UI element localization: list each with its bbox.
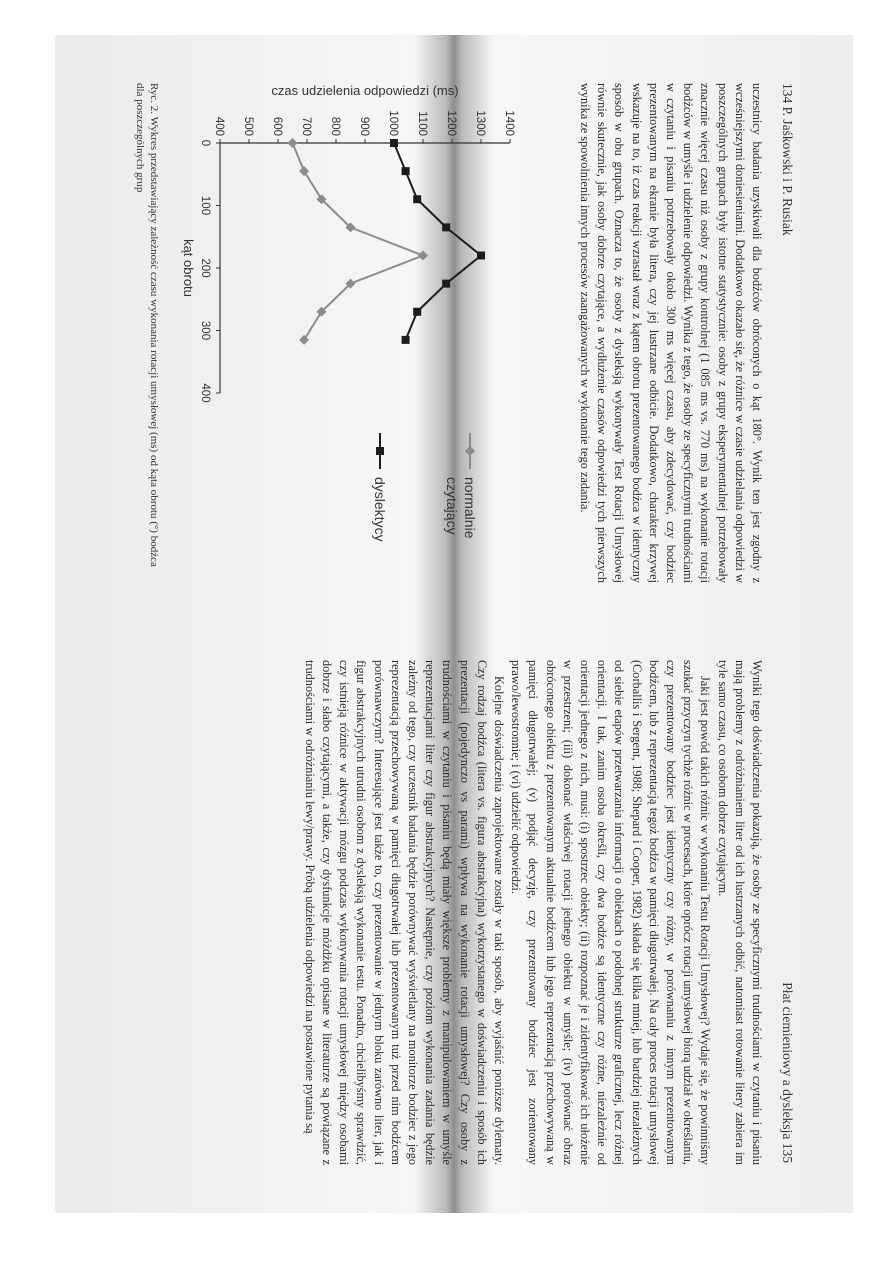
y-tick-label: 1200 [445, 110, 457, 136]
left-body-text [576, 83, 765, 583]
x-tick-label: 100 [199, 195, 211, 216]
book-spread [55, 35, 853, 1213]
y-tick-label: 700 [300, 116, 312, 136]
legend-label: dyslektycy [372, 477, 388, 542]
right-paragraph-2: Jaki jest powód takich różnic w wykonaniu Testu Rotacji Umysłowej? Wydaje się, że powinniśmy szukać przyczyn tychże różnic w procesach, które oprócz rotacji umysłowej biorą udział w określaniu, czy prezentowany bodziec jest identyczny czy różny, w porównaniu z innym prezentowanym bodźcem, lub z reprezentacją tegoż bodźca w pamięci długotrwałej. Na cały proces rotacji umysłowej (Corballis i Sergent, 1988; Shepard i Cooper, 1982) składa się kilka mniej, lub bardziej niezależnych od siebie etapów przetwarzania informacji o obiektach o podobnej strukturze graficznej, lecz różnej orientacji. I tak, zanim osoba określi, czy dwa bodźce są identyczne czy różne, niezależnie od orientacji jednego z nich, musi: (i) spostrzec obiekty; (ii) rozpoznać je i zidentyfikować ich ułożenie w przestrzeni; (iii) dokonać właściwej rotacji jednego obiektu w umyśle; (iv) porównać obraz obróconego obiektu z prezentowanym aktualnie bodźcem lub jego reprezentacją przechowywaną w pamięci długotrwałej; (v) podjąć decyzję, czy prezentowany bodziec jest zorientowany prawo/lewostronnie; i (vi) udzielić odpowiedzi. [509, 660, 713, 1165]
right-paragraph-1: Wyniki tego doświadczenia pokazują, że osoby ze specyficznymi trudnościami w czytaniu i pisaniu mają problemy z odróżnianiem liter od ich lustrzanych odbić, natomiast rotowanie litery zabiera im tyle samo czasu, co osobom dobrze czytającym. [715, 660, 764, 1165]
y-tick-label: 1400 [503, 110, 515, 136]
right-page [55, 624, 853, 1213]
data-point-square [442, 280, 450, 288]
data-point-square [390, 139, 398, 147]
y-tick-label: 1100 [416, 111, 428, 136]
left-paragraph: uczestnicy badania uzyskiwali dla bodźców obróconych o kąt 180°. Wynik ten jest zgodny z wcześniejszymi doniesieniami. Dodatkowo okazało się, że różnice w czasie udzielania odpowiedzi w poszczególnych grupach były istotne statystycznie: osoby z grupy eksperymentalnej potrzebowały znacznie więcej czasu niż osoby z grupy kontrolnej (1 085 ms vs. 770 ms) na wykonanie rotacji bodźców w umyśle i udzielenie odpowiedzi. Wynika z tego, że osoby ze specyficznymi trudnościami w czytaniu i pisaniu potrzebowały około 300 ms więcej czasu, aby zdecydować, czy bodziec prezentowanym na ekranie była litera, czy jej lustrzane odbicie. Dodatkowo, charakter krzywej wskazuje na to, iż czas reakcji wzrastał wraz z kątem obrotu prezentowanego bodźca w identyczny sposób w obu grupach. Oznacza to, że osoby z dysleksją wykonywały Test Rotacji Umysłowej równie skutecznie, jak osoby dobrze czytające, a wydłużenie czasów odpowiedzi tych pierwszych wynika ze spowolnienia innych procesów zaangażowanych w wykonanie tego zadania. [577, 83, 764, 583]
x-tick-label: 0 [199, 139, 211, 147]
x-tick-label: 400 [199, 383, 211, 403]
left-running-header: 134 P. Jaśkowski i P. Rusiak [780, 83, 795, 236]
y-axis-label: czas udzielenia odpowiedzi (ms) [271, 83, 459, 98]
data-point-square [477, 252, 485, 260]
chart-legend [372, 433, 478, 542]
data-point-diamond [418, 251, 428, 261]
data-point-diamond [288, 138, 298, 148]
data-point-square [402, 336, 410, 344]
data-point-square [413, 195, 421, 203]
legend-marker-diamond [465, 446, 475, 456]
x-tick-label: 200 [199, 258, 211, 278]
reaction-time-chart [168, 65, 528, 605]
y-tick-label: 1000 [387, 110, 399, 136]
y-tick-label: 1300 [474, 110, 486, 136]
book-scan [55, 35, 853, 1213]
right-paragraph-3: Kolejne doświadczenia zaprojektowane zostały w taki sposób, aby wyjaśnić poniższe dylematy. Czy rodzaj bodźca (litera vs. figura abstrakcyjna) wykorzystanego w doświadczeniu i sposób ich prezentacji (pojedynczo vs parami) wpływa na wykonanie rotacji umysłowej? Czy osoby z trudnościami w czytaniu i pisaniu będą miały większe problemy z manipulowaniem w umyśle reprezentacjami liter czy figur abstrakcyjnych? Następnie, czy poziom wykonania zadania będzie zależny od tego, czy uczestnik badania będzie porównywać wyświetlany na monitorze bodziec z jego reprezentacją przechowywaną w pamięci długotrwałej lub prezentowanym tuż przed nim bodźcem porównawczym? Interesujące jest także to, czy prezentowanie w jednym bloku zarówno liter, jak i figur abstrakcyjnych utrudni osobom z dysleksją wykonanie testu. Ponadto, chcielibyśmy sprawdzić, czy istnieją różnice w aktywacji mózgu podczas wykonywania rotacji umysłowej między osobami dobrze i słabo czytającymi, a także, czy dysfunkcje móżdżku opisane w literaturze są powiązane z trudnościami w odróżnianiu lewy/prawy. Próbą udzielenia odpowiedzi na postawione pytania są [302, 660, 506, 1165]
right-running-header: Płat ciemieniowy a dysleksja 135 [780, 982, 795, 1163]
y-tick-label: 800 [329, 116, 341, 136]
data-point-square [402, 167, 410, 175]
left-page [55, 35, 853, 624]
y-tick-label: 600 [271, 116, 283, 136]
y-tick-label: 500 [242, 116, 254, 136]
y-tick-label: 400 [213, 116, 225, 136]
data-point-square [413, 308, 421, 316]
data-point-diamond [299, 166, 309, 176]
legend-label: normalnieczytający [444, 477, 478, 539]
data-point-square [442, 223, 450, 231]
figure-caption: Ryc. 2. Wykres przedstawiający zależność czasu wykonania rotacji umysłowej (ms) od kąta obrotu (°) bodźca dla poszczególnych grup [134, 83, 160, 567]
right-body-text [301, 660, 765, 1165]
chart-ticks [199, 110, 515, 402]
x-axis-label: kąt obrotu [181, 239, 196, 297]
legend-marker-square [376, 447, 384, 455]
x-tick-label: 300 [199, 320, 211, 341]
data-point-diamond [299, 335, 309, 345]
y-tick-label: 900 [358, 116, 370, 136]
